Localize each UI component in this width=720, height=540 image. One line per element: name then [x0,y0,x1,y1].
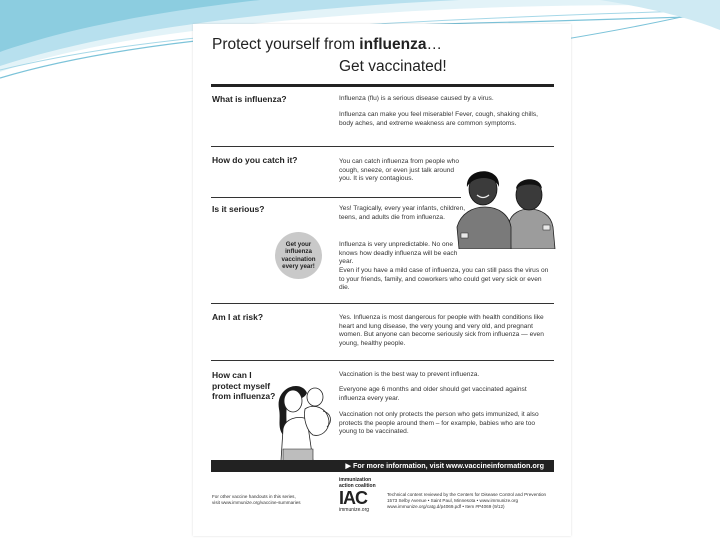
section-divider [211,197,461,198]
footer-left-note [212,494,332,506]
logo-site: immunize.org [339,507,370,514]
answer-serious-1: Yes! Tragically, every year infants, children, teens, and adults die from influenza. [339,205,466,221]
man-bandage [543,225,550,230]
mother-baby-illustration [273,379,339,461]
title-rule [211,84,554,87]
footer-right-line: www.immunize.org/catg.d/p4069.pdf • Item #P4069 (9/12) [387,504,505,509]
section-divider [211,303,554,304]
couple-illustration [451,157,561,249]
answer-protect-3: Vaccination not only protects the person who gets immunized, it also protects the people around them – for example, babies who are too young to be vaccinated. [339,411,539,436]
get-vaccinated-badge: Get your influenza vaccination every year! [275,232,322,279]
mother-face [284,390,302,412]
logo-mark: IAC [339,488,367,509]
answer-how-catch: You can catch influenza from people who cough, sneeze, or even just talk around you. It is very contagious. [339,158,459,183]
woman-bandage [461,233,468,238]
iac-logo [339,478,379,526]
logo-line1: immunization [339,477,372,483]
answer-serious-2: Influenza is very unpredictable. No one knows how deadly influenza will be each year. [339,241,458,266]
flyer-title-line1: Protect yourself from influenza… [212,36,442,53]
question-what-is-influenza: What is influenza? [212,94,287,104]
footer-right-line: 1573 Selby Avenue • Saint Paul, Minnesota • www.immunize.org [387,498,519,503]
woman-top [457,207,511,249]
footer-right-line: Technical content reviewed by the Centers for Disease Control and Prevention [387,492,547,497]
answer-protect-1: Vaccination is the best way to prevent influenza. [339,371,480,378]
question-is-serious: Is it serious? [212,204,265,214]
answer-protect-2: Everyone age 6 months and older should get vaccinated against influenza every year. [339,386,527,402]
baby-head [307,388,323,406]
more-info-bar[interactable]: ▶ For more information, visit www.vaccineinformation.org [211,460,554,472]
question-at-risk: Am I at risk? [212,312,264,322]
footer-right-note [387,492,559,510]
section-divider [211,360,554,361]
footer-left-line2[interactable]: visit www.immunize.org/vaccine-summaries [212,500,301,505]
logo-line2: action coalition [339,482,376,489]
answer-what-is-2: Influenza can make you feel miserable! Fever, cough, shaking chills, body aches, and extreme weakness are common symptoms. [339,111,539,127]
flyer-title-line2: Get vaccinated! [339,58,447,75]
answer-at-risk: Yes. Influenza is most dangerous for people with health conditions like heart and lung disease, the very young and very old, and pregnant women. But anyone can become seriously sick from influenza — even young, healthy people. [339,314,544,347]
answer-serious-3: Even if you have a mild case of influenza, you can still pass the virus on to your friends, family, and coworkers who could get very sick or even die. [339,267,549,292]
flu-flyer-page [193,24,571,536]
answer-what-is-1: Influenza (flu) is a serious disease caused by a virus. [339,95,494,102]
section-divider [211,146,554,147]
footer-left-line1: For other vaccine handouts in this series, [212,494,296,499]
question-how-protect: How can I protect myself from influenza? [212,370,276,401]
question-how-catch: How do you catch it? [212,155,298,165]
